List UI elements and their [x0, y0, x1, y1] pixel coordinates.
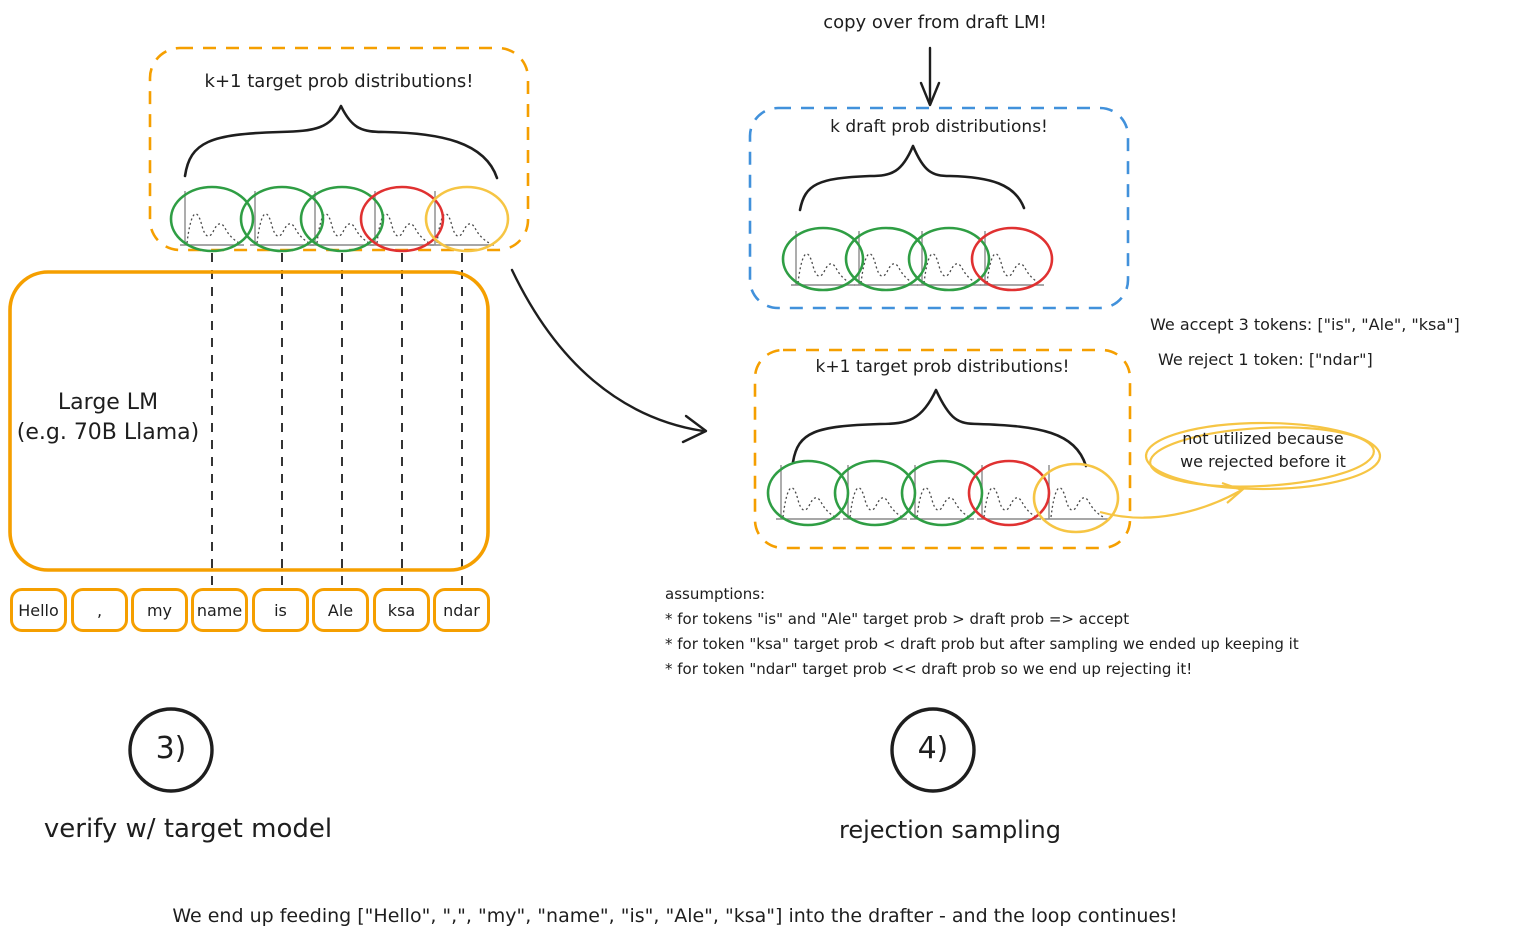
target-box-right-border — [755, 350, 1130, 548]
step3-label: verify w/ target model — [43, 814, 333, 844]
brace-draft — [800, 146, 1024, 210]
distribution-circle — [1034, 464, 1118, 532]
target-box-left-title: k+1 target prob distributions! — [204, 71, 474, 92]
draft-box-title: k draft prob distributions! — [830, 117, 1048, 137]
token-name: name — [191, 588, 248, 632]
step4-label: rejection sampling — [839, 816, 1061, 844]
copy-arrow — [921, 48, 939, 105]
token-ndar: ndar — [433, 588, 490, 632]
distribution-circle — [426, 187, 508, 251]
brace-left — [185, 106, 497, 178]
assumption-item: * for tokens "is" and "Ale" target prob > draft prob => accept — [665, 610, 1130, 628]
token-is: is — [252, 588, 309, 632]
distribution-sketch — [843, 465, 907, 519]
draft-box-border — [750, 108, 1128, 308]
footer-loop-text: We end up feeding ["Hello", ",", "my", "name", "is", "Ale", "ksa"] into the drafter - and the loop continues! — [172, 905, 1178, 927]
draft-prob-box — [750, 108, 1128, 308]
token-my: my — [131, 588, 188, 632]
distribution-sketch — [180, 191, 244, 245]
accept-tokens-text: We accept 3 tokens: ["is", "Ale", "ksa"] — [1150, 315, 1460, 334]
step3-number: 3) — [155, 731, 187, 766]
token-ale: Ale — [312, 588, 369, 632]
target-prob-box-right — [755, 350, 1130, 548]
callout-text-line2: we rejected before it — [1180, 452, 1346, 471]
assumptions-block — [665, 582, 1299, 682]
reject-token-text: We reject 1 token: ["ndar"] — [1158, 350, 1373, 369]
distribution-sketch — [430, 191, 494, 245]
distribution-circle — [972, 228, 1052, 290]
distribution-sketch — [250, 191, 314, 245]
large-lm-label — [2, 388, 214, 447]
assumption-item: * for token "ksa" target prob < draft prob but after sampling we ended up keeping it — [665, 635, 1299, 653]
arrow-to-rejection — [512, 270, 706, 442]
large-lm-example: (e.g. 70B Llama) — [16, 419, 200, 445]
brace-target-right — [793, 390, 1086, 466]
target-box-right-title: k+1 target prob distributions! — [815, 357, 1070, 377]
distribution-circle — [909, 228, 989, 290]
callout-text-line1: not utilized because — [1182, 429, 1344, 448]
distribution-sketch — [310, 191, 374, 245]
distribution-circle — [783, 228, 863, 290]
distribution-circle — [361, 187, 443, 251]
token-comma: , — [71, 588, 128, 632]
distribution-sketch — [910, 465, 974, 519]
distribution-sketch — [776, 465, 840, 519]
distribution-sketch — [977, 465, 1041, 519]
verify-connector-lines — [212, 253, 462, 586]
distribution-sketch — [1044, 465, 1108, 519]
assumption-item: * for token "ndar" target prob << draft prob so we end up rejecting it! — [665, 660, 1193, 678]
assumptions-title: assumptions: — [665, 585, 766, 603]
token-hello: Hello — [10, 588, 67, 632]
token-ksa: ksa — [373, 588, 430, 632]
step4-number: 4) — [917, 731, 949, 766]
large-lm-name: Large LM — [57, 390, 159, 415]
distribution-sketch — [370, 191, 434, 245]
callout-tail — [1100, 491, 1240, 518]
distribution-circle — [846, 228, 926, 290]
copy-over-note: copy over from draft LM! — [823, 12, 1047, 33]
